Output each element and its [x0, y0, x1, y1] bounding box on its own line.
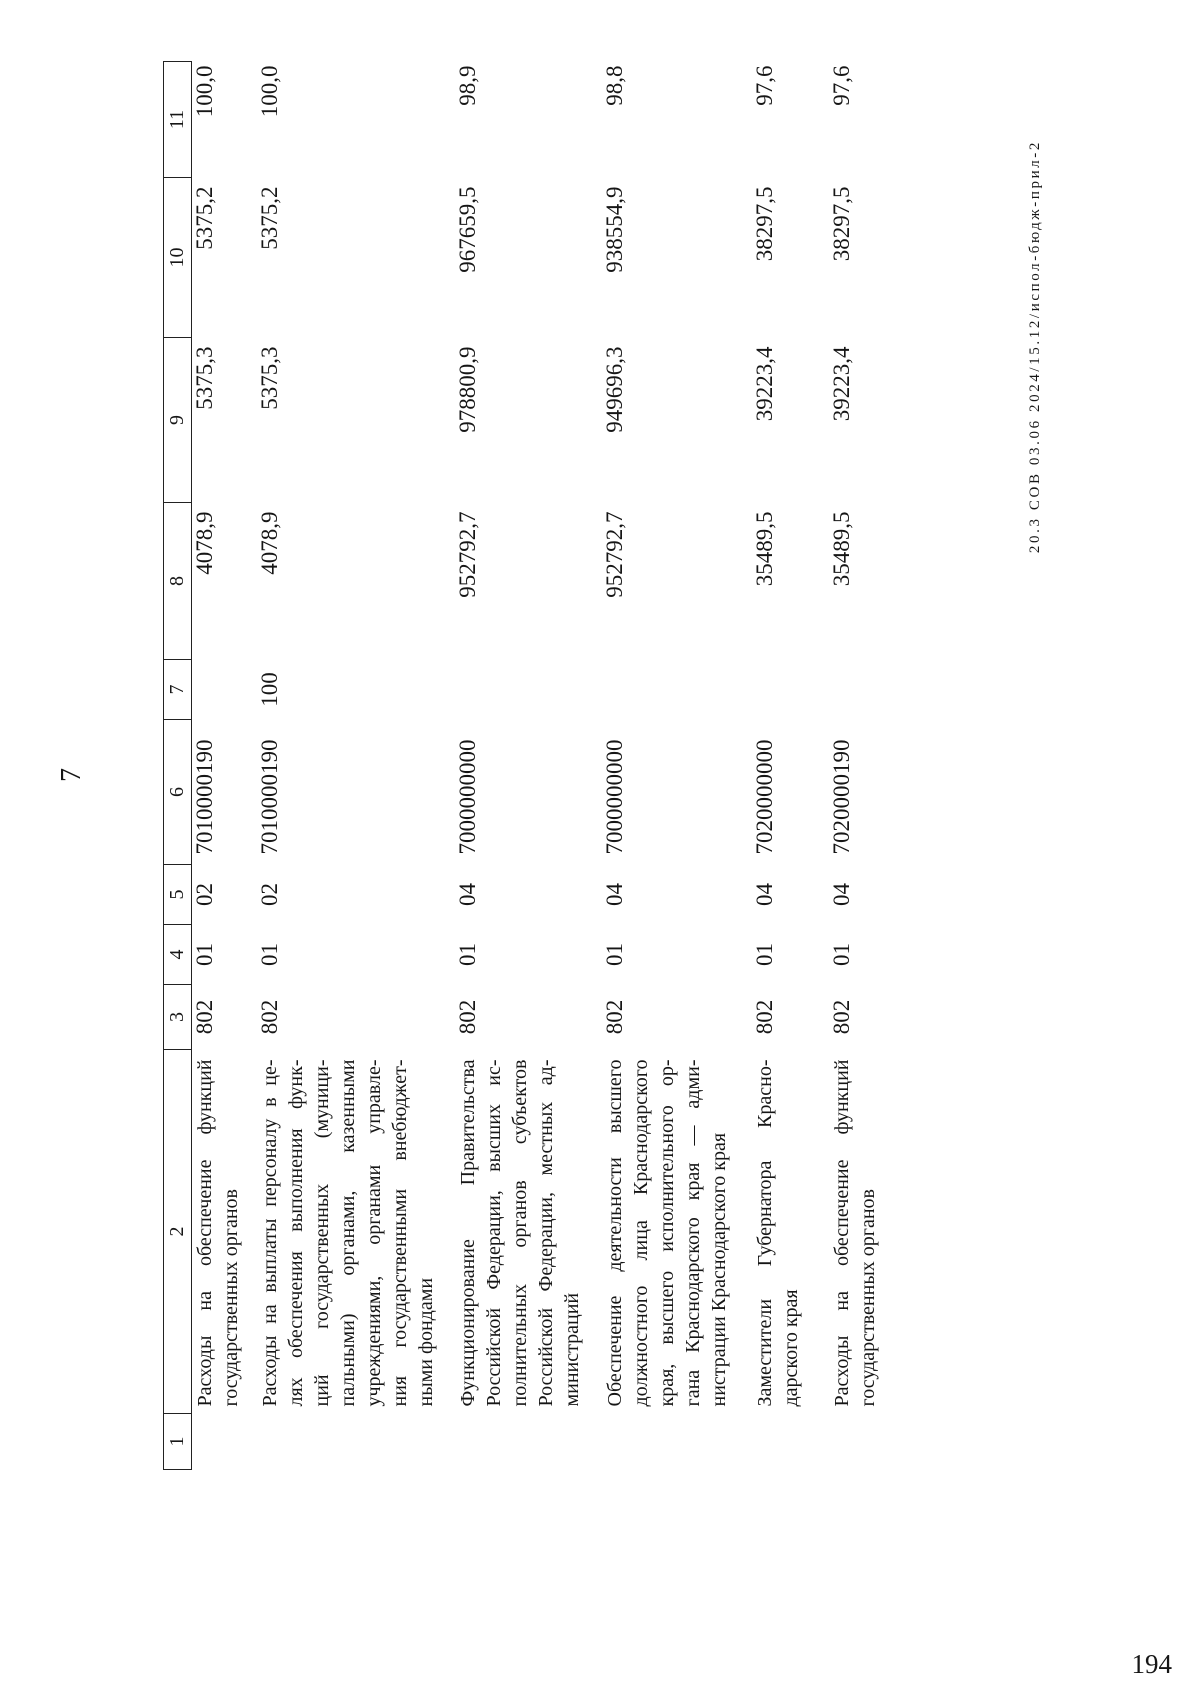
column-number-1: 1 [164, 1414, 192, 1470]
description-line: полнительных органов субъектов [509, 1059, 531, 1407]
description-line: должностного лица Краснодарского [630, 1059, 652, 1407]
description-cell [752, 1050, 829, 1414]
description-line: Российской Федерации, высших ис- [483, 1059, 505, 1407]
cell-col-1 [257, 1414, 455, 1470]
column-number-10: 10 [164, 178, 192, 338]
description-line: министраций [561, 1292, 583, 1407]
cell-col-6: 7020000190 [829, 739, 854, 855]
budget-table [163, 61, 881, 1470]
description-line: ными фондами [415, 1277, 437, 1407]
description-line: государственных органов [220, 1189, 242, 1407]
cell-col-8: 952792,7 [602, 511, 627, 598]
cell-col-10: 938554,9 [602, 186, 627, 273]
cell-col-7 [602, 660, 752, 720]
cell-col-1 [192, 1414, 258, 1470]
cell-col-3: 802 [455, 999, 480, 1035]
description-line: края, высшего исполнительного ор- [656, 1059, 678, 1407]
description-line: дарского края [780, 1289, 802, 1407]
cell-col-5: 04 [455, 883, 480, 906]
cell-col-1 [829, 1414, 881, 1470]
cell-col-8: 4078,9 [192, 511, 217, 575]
table-row [602, 62, 752, 1470]
cell-col-7 [829, 660, 881, 720]
description-cell [455, 1050, 602, 1414]
cell-col-3: 802 [257, 999, 282, 1035]
cell-col-9: 5375,3 [257, 346, 282, 410]
cell-col-10: 38297,5 [752, 186, 777, 262]
cell-col-5: 04 [752, 883, 777, 906]
column-number-6: 6 [164, 720, 192, 865]
cell-col-4: 01 [602, 943, 627, 966]
table-row [257, 62, 455, 1470]
column-number-11: 11 [164, 62, 192, 178]
description-line: гана Краснодарского края — адми- [682, 1059, 704, 1407]
cell-col-1 [602, 1414, 752, 1470]
cell-col-4: 01 [257, 943, 282, 966]
cell-col-11: 97,6 [752, 65, 777, 106]
description-cell [829, 1050, 881, 1414]
cell-col-9: 5375,3 [192, 346, 217, 410]
description-line: Обеспечение деятельности высшего [604, 1059, 626, 1407]
description-cell [257, 1050, 455, 1414]
cell-col-5: 02 [192, 883, 217, 906]
description-line: пальными) органами, казенными [337, 1059, 359, 1407]
description-line: Заместители Губернатора Красно- [754, 1059, 776, 1407]
cell-col-8: 35489,5 [829, 511, 854, 587]
table-row [192, 62, 258, 1470]
description-line: лях обеспечения выполнения функ- [285, 1059, 307, 1407]
cell-col-4: 01 [829, 943, 854, 966]
column-number-8: 8 [164, 503, 192, 660]
cell-col-9: 39223,4 [829, 346, 854, 422]
cell-col-11: 98,9 [455, 65, 480, 106]
column-number-3: 3 [164, 985, 192, 1050]
cell-col-8: 35489,5 [752, 511, 777, 587]
description-line: Расходы на обеспечение функций [194, 1059, 216, 1407]
cell-col-3: 802 [829, 999, 854, 1035]
column-number-4: 4 [164, 925, 192, 985]
cell-col-7 [192, 660, 258, 720]
description-line: Функционирование Правительства [457, 1059, 479, 1407]
description-line: Расходы на обеспечение функций [831, 1059, 853, 1407]
description-line: ций государственных (муници- [311, 1059, 333, 1407]
cell-col-6: 7010000190 [257, 739, 282, 855]
cell-col-3: 802 [752, 999, 777, 1035]
cell-col-9: 978800,9 [455, 346, 480, 433]
description-line: учреждениями, органами управле- [363, 1059, 385, 1407]
cell-col-5: 04 [829, 883, 854, 906]
cell-col-11: 100,0 [257, 65, 282, 118]
cell-col-7 [455, 660, 602, 720]
cell-col-6: 7000000000 [455, 739, 480, 855]
cell-col-6: 7010000190 [192, 739, 217, 855]
cell-col-11: 100,0 [192, 65, 217, 118]
description-line: нистрации Краснодарского края [708, 1132, 730, 1407]
description-line: государственных органов [857, 1189, 879, 1407]
cell-col-1 [455, 1414, 602, 1470]
cell-col-7: 100 [257, 672, 282, 707]
cell-col-4: 01 [752, 943, 777, 966]
description-line: Расходы на выплаты персоналу в це- [259, 1059, 281, 1407]
column-number-9: 9 [164, 338, 192, 503]
document-footer-code: 20.3 СОВ 03.06 2024/15.12/испол-бюдж-прил-2 [1027, 140, 1043, 554]
cell-col-10: 967659,5 [455, 186, 480, 273]
table-row [829, 62, 881, 1470]
cell-col-10: 5375,2 [192, 186, 217, 250]
table-row [455, 62, 602, 1470]
sheet-number: 194 [1131, 1649, 1172, 1679]
cell-col-8: 952792,7 [455, 511, 480, 598]
description-line: ния государственными внебюджет- [389, 1059, 411, 1407]
description-cell [602, 1050, 752, 1414]
cell-col-9: 39223,4 [752, 346, 777, 422]
description-line: Российской Федерации, местных ад- [535, 1059, 557, 1407]
description-cell [192, 1050, 258, 1414]
cell-col-5: 02 [257, 883, 282, 906]
cell-col-3: 802 [602, 999, 627, 1035]
cell-col-6: 7000000000 [602, 739, 627, 855]
cell-col-10: 5375,2 [257, 186, 282, 250]
cell-col-4: 01 [192, 943, 217, 966]
cell-col-3: 802 [192, 999, 217, 1035]
column-number-row [164, 62, 192, 1470]
cell-col-5: 04 [602, 883, 627, 906]
table-row [752, 62, 829, 1470]
column-number-2: 2 [164, 1050, 192, 1414]
column-number-7: 7 [164, 660, 192, 720]
cell-col-8: 4078,9 [257, 511, 282, 575]
cell-col-7 [752, 660, 829, 720]
cell-col-10: 38297,5 [829, 186, 854, 262]
cell-col-6: 7020000000 [752, 739, 777, 855]
cell-col-11: 97,6 [829, 65, 854, 106]
column-number-5: 5 [164, 865, 192, 925]
cell-col-4: 01 [455, 943, 480, 966]
page-number: 7 [56, 768, 87, 782]
cell-col-1 [752, 1414, 829, 1470]
cell-col-9: 949696,3 [602, 346, 627, 433]
cell-col-11: 98,8 [602, 65, 627, 106]
